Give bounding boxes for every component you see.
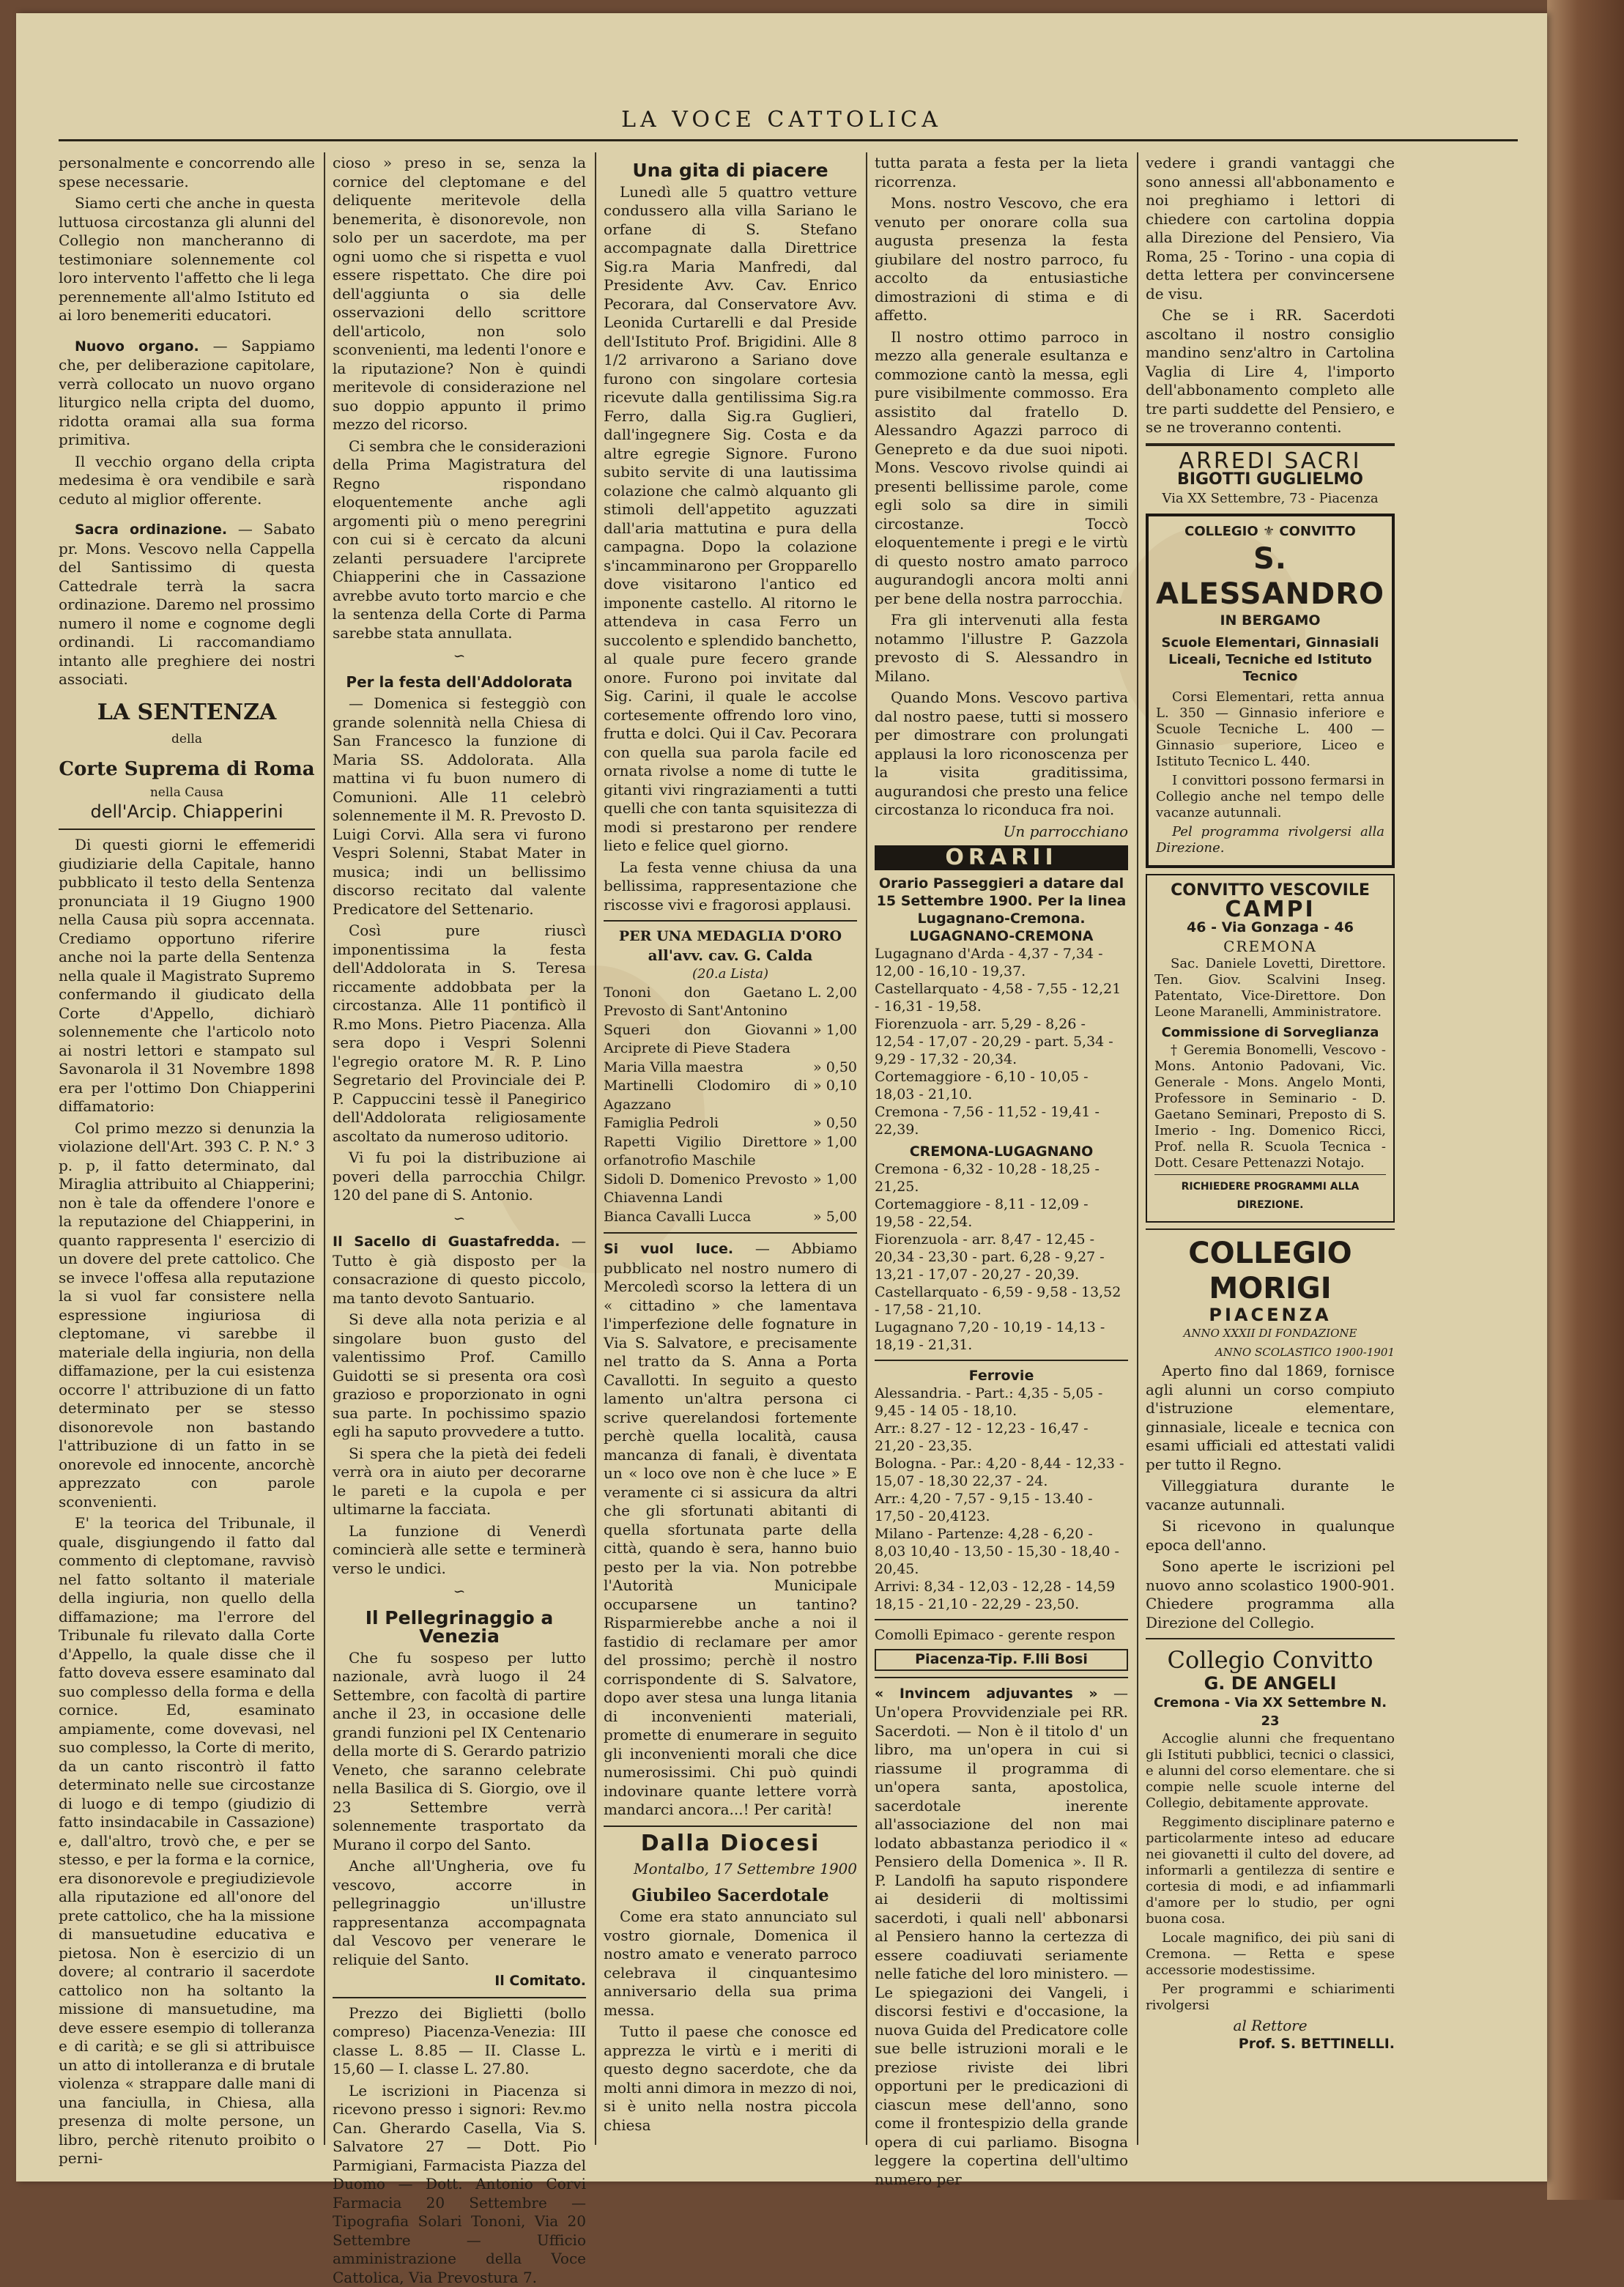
column-1	[59, 154, 315, 2146]
timetable-rows	[875, 1385, 1128, 1613]
ad-title: COLLEGIO MORIGI	[1146, 1236, 1395, 1306]
ad-text: Accoglie alunni che frequentano gli Istituti pubblici, tecnici o classici, e alunni del corso elementare. che si compie nelle scuole interne del Collegio, debitamente approvate.	[1146, 1731, 1395, 1812]
dateline: Montalbo, 17 Settembre 1900	[604, 1860, 857, 1879]
timetable-row: Castellarquato - 4,58 - 7,55 - 12,21 - 16,31 - 19,58.	[875, 980, 1128, 1015]
timetable-subtitle: Orario Passeggieri a datare dal 15 Settembre 1900. Per la linea Lugagnano-Cremona.	[875, 875, 1128, 927]
donor-amount: L. 2,00	[808, 984, 857, 1021]
paragraph: Che se i RR. Sacerdoti ascoltano il nostro consiglio mandino senz'altro in Cartolina Vaglia di Lire 4, l'importo dell'abbonamento completo alle tre parti suddette del Pensiero, e se ne troveranno contenti.	[1146, 306, 1395, 437]
donor-amount: » 0,10	[813, 1077, 857, 1114]
paragraph: Prezzo dei Biglietti (bollo compreso) Piacenza-Venezia: III classe L. 8.85 — II. Classe L. 15,60 — I. classe L. 27.80.	[333, 2004, 586, 2079]
paragraph: Si spera che la pietà dei fedeli verrà ora in aiuto per decorarne le pareti e la cupola e per ultimarne la facciata.	[333, 1445, 586, 1519]
divider	[59, 829, 315, 830]
ad-text: Locale magnifico, dei più sani di Cremona. — Retta e spese accessorie modestissime.	[1146, 1930, 1395, 1979]
column-rule	[324, 152, 325, 2145]
paragraph: Col primo mezzo si denunzia la violazione dell'Art. 393 C. P. N.° 3 p. p, il fatto determinato, dal Miraglia attribuito al Chiapperini; non è tale da offendere l'onore e la reputazione del Chiapperini, in quanto rappresenta l' esercizio di un dovere del prete cattolico. Che se invece l'offesa alla reputazione la si vuol far consistere nella espressione ingiuriosa di cleptomane, vi sarebbe il materiale della ingiuria, non della diffamazione, per la cui esistenza occorre l' attribuzione di un fatto determinato per se stesso disonorevole non bastando l'attribuzione di un fatto in se onorevole ed innocente, ancorchè apprezzato con parole sconvenienti.	[59, 1119, 315, 1512]
donor-row	[604, 1171, 857, 1208]
timetable-banner: ORARII	[875, 845, 1128, 870]
timetable-row: Fiorenzuola - arr. 5,29 - 8,26 - 12,54 - 17,07 - 20,29 - part. 5,34 - 9,29 - 17,32 - 20,34.	[875, 1015, 1128, 1068]
paragraph: Il nostro ottimo parroco in mezzo alla generale esultanza e commozione cantò la messa, egli pure visibilmente commosso. Era assistito dal fratello D. Alessandro Agazzi parroco di Genepreto e da due suoi nipoti. Mons. Vescovo rivolse quindi ai presenti bellissime parole, come egli solo sa dire in simili circostanze. Toccò eloquentemente i pregi e le virtù di questo nostro amato parroco augurandogli ancora molti anni per bene della nostra parrocchia.	[875, 328, 1128, 609]
donor-name: Bianca Cavalli Lucca	[604, 1208, 751, 1227]
ad-arredi-title: ARREDI SACRI	[1146, 452, 1395, 471]
header-rule	[59, 139, 1518, 141]
ad-signature-role: al Rettore	[1146, 2017, 1395, 2036]
column-rule	[866, 152, 867, 2145]
publisher-manager: Comolli Epimaco - gerente respon	[875, 1626, 1128, 1645]
paragraph: — Sabato pr. Mons. Vescovo nella Cappella del Santissimo di questa Cattedrale terrà la sacra ordinazione. Daremo nel prossimo numero il nome e cognome degli ordinandi. Li raccomandiamo intanto alle preghiere dei nostri associati.	[59, 520, 315, 688]
headline-connector: nella Causa	[59, 784, 315, 803]
ornament-divider: ∽	[333, 647, 586, 666]
list-number: (20.a Lista)	[604, 965, 857, 984]
ad-text: Per programmi e schiarimenti rivolgersi	[1146, 1982, 1395, 2014]
donor-row	[604, 1059, 857, 1078]
donor-amount: » 5,00	[813, 1208, 857, 1227]
timetable-row: Cortemaggiore - 6,10 - 10,05 - 18,03 - 21,10.	[875, 1068, 1128, 1103]
donor-name: Martinelli Clodomiro di Agazzano	[604, 1077, 807, 1114]
ad-text: Reggimento disciplinare paterno e particolarmente inteso ad educare nei giovanetti il culto del dovere, ad informarli a gentilezza di sentire e cortesia di modi, e ad infiammarli d'amore per lo studio, per ogni buona cosa.	[1146, 1815, 1395, 1927]
section-title: Il Sacello di Guastafredda.	[333, 1234, 560, 1250]
section-title: Giubileo Sacerdotale	[604, 1886, 857, 1905]
ad-city: IN BERGAMO	[1156, 612, 1384, 631]
donor-row	[604, 1208, 857, 1227]
timetable-row: Cremona - 7,56 - 11,52 - 19,41 - 22,39.	[875, 1103, 1128, 1138]
signature: Il Comitato.	[333, 1972, 586, 1991]
paragraph: Tutto il paese che conosce ed apprezza le virtù e i meriti di questo degno sacerdote, che da molti anni dimora in mezzo di noi, si è unito nella nostra piccola chiesa	[604, 2023, 857, 2135]
donor-name: Maria Villa maestra	[604, 1059, 744, 1078]
column-rule	[1137, 152, 1138, 2145]
timetable-rows	[875, 1160, 1128, 1354]
paragraph: Il vecchio organo della cripta medesima è ora vendibile e sarà ceduto al miglior offerente.	[59, 453, 315, 509]
paragraph: Quando Mons. Vescovo partiva dal nostro paese, tutti si mossero per dimostrare con prolungati applausi la loro riconoscenza per la visita graditissima, augurandosi che presto una felice circostanza lo riconduca fra noi.	[875, 689, 1128, 820]
donor-name: Sidoli D. Domenico Prevosto Chiavenna Landi	[604, 1171, 807, 1208]
donor-name: Squeri don Giovanni Arciprete di Pieve Stadera	[604, 1021, 807, 1059]
donor-name: Famiglia Pedroli	[604, 1114, 719, 1133]
timetable-heading: LUGAGNANO-CREMONA	[875, 927, 1128, 945]
ad-text: Villeggiatura durante le vacanze autunnali.	[1146, 1477, 1395, 1514]
ad-text: I convittori possono fermarsi in Collegio anche nel tempo delle vacanze autunnali.	[1156, 773, 1384, 821]
paragraph: La festa venne chiusa da una bellissima, rappresentazione che riscosse vivi e fragorosi applausi.	[604, 859, 857, 915]
ad-signature: Prof. S. BETTINELLI.	[1146, 2035, 1395, 2054]
donor-row	[604, 984, 857, 1021]
paragraph: Di questi giorni le effemeridi giudiziarie della Capitale, hanno pubblicato il testo della Sentenza pronunciata il 19 Giugno 1900 nella Causa più sopra accennata. Crediamo opportuno riferire anche noi la parte della Sentenza nella quale il Magistrato Supremo confermando il giudicato della Corte d'Appello, dichiarò solennemente che l'articolo noto ai nostri lettori e stampato sul Savonarola il 31 Novembre 1898 era per l'ottimo Don Chiapperini diffamatorio:	[59, 836, 315, 1116]
timetable-row: Arrivi: 8,34 - 12,03 - 12,28 - 14,59 18,15 - 21,10 - 22,29 - 23,50.	[875, 1578, 1128, 1613]
timetable-row: Castellarquato - 6,59 - 9,58 - 13,52 - 17,58 - 21,10.	[875, 1283, 1128, 1319]
printer-imprint: Piacenza-Tip. F.lli Bosi	[875, 1649, 1128, 1671]
timetable-row: Lugagnano d'Arda - 4,37 - 7,34 - 12,00 - 16,10 - 19,37.	[875, 945, 1128, 980]
section-title: Si vuol luce.	[604, 1241, 733, 1257]
paragraph: Così pure riuscì imponentissima la festa dell'Addolorata in S. Teresa riccamente addobbata per la circostanza. Alle 11 pontificò il R.mo Mons. Pietro Piacenza. Alla sera dopo i Vespri Solenni l'egregio oratore M. R. P. Lino Segretario del Provinciale dei P. P. Cappuccini tessè il Panegirico dell'Addolorata religiosamente ascoltato da numeroso uditorio.	[333, 922, 586, 1146]
donor-list	[604, 984, 857, 1227]
paragraph: Che fu sospeso per lutto nazionale, avrà luogo il 24 Settembre, con facoltà di partire anche il 23, in occasione delle grandi funzioni pel IX Centenario della morte di S. Gerardo patrizio Veneto, che saranno celebrate nella Basilica di S. Giorgio, ove il 23 Settembre verrà solennemente trasportato da Murano il corpo del Santo.	[333, 1649, 586, 1855]
paragraph: — Tutto è già disposto per la consacrazione di questo piccolo, ma tanto devoto Santuario.	[333, 1232, 586, 1307]
column-4	[875, 154, 1128, 2146]
paragraph: Siamo certi che anche in questa luttuosa circostanza gli alunni del Collegio non mancheranno di testimoniare solennemente col loro intervento l'affetto che li lega perennemente all'almo Istituto ed ai loro benemeriti educatori.	[59, 194, 315, 325]
donor-amount: » 0,50	[813, 1114, 857, 1133]
timetable-row: Arr.: 4,20 - 7,57 - 9,15 - 13.40 - 17,50 - 20,4123.	[875, 1490, 1128, 1525]
ad-footer: RICHIEDERE PROGRAMMI ALLA DIREZIONE.	[1154, 1174, 1386, 1215]
section-title: Nuovo organo.	[75, 338, 199, 355]
section-title: Sacra ordinazione.	[75, 522, 227, 538]
divider	[875, 1360, 1128, 1361]
timetable-row: Alessandria. - Part.: 4,35 - 5,05 - 9,45 - 14 05 - 18,10.	[875, 1385, 1128, 1420]
section-title: PER UNA MEDAGLIA D'ORO	[604, 927, 857, 946]
donor-name: Tononi don Gaetano Prevosto di Sant'Antonino	[604, 984, 802, 1021]
section-title: Il Pellegrinaggio a Venezia	[333, 1609, 586, 1646]
ad-address: 46 - Via Gonzaga - 46	[1154, 919, 1386, 938]
ad-collegio-s-alessandro	[1146, 514, 1395, 868]
article-subheadline: Corte Suprema di Roma	[59, 757, 315, 781]
ornament-divider: ∽	[333, 1209, 586, 1228]
donor-row	[604, 1133, 857, 1171]
paragraph: Si deve alla nota perizia e al singolare buon gusto del valentissimo Prof. Camillo Guidotti se si presenta ora così grazioso e proporzionato in ogni sua parte. In pochissimo spazio egli ha saputo provvedere a tutto.	[333, 1311, 586, 1442]
ad-text: Sac. Daniele Lovetti, Direttore. Ten. Giov. Scalvini Inseg. Patentato, Vice-Direttore. Don Leone Maranelli, Amministratore.	[1154, 956, 1386, 1020]
timetable-row: Bologna. - Par.: 4,20 - 8,44 - 12,33 - 15,07 - 18,30 22,37 - 24.	[875, 1455, 1128, 1490]
divider	[875, 1619, 1128, 1620]
paragraph: tutta parata a festa per la lieta ricorrenza.	[875, 154, 1128, 191]
divider	[604, 920, 857, 922]
ad-city: CREMONA	[1154, 938, 1386, 957]
divider	[333, 1997, 586, 1998]
paragraph: — Domenica si festeggiò con grande solennità nella Chiesa di San Francesco la funzione di Maria SS. Addolorata. Alla mattina vi fu buon numero di Comunioni. Alle 11 celebrò solennemente il M. R. Prevosto D. Luigi Corvi. Alla sera vi furono Vespri Solenni, Stabat Mater in musica; indi un bellissimo discorso recitato dal valente Predicatore del Settenario.	[333, 694, 586, 919]
donor-row	[604, 1114, 857, 1133]
paragraph: cioso » preso in se, senza la cornice del cleptomane e del deliquente meritevole della benemerita, è disonorevole, non solo per un sacerdote, ma per ogni uomo che si rispetta e vuol essere rispettato. Che dire poi dell'aggiunta o sia delle osservazioni dello scrittore dell'articolo, non solo sconvenienti, ma ledenti l'onore e la riputazione? Non è quindi meritevole di considerazione nel suo doppio appunto il primo mezzo del ricorso.	[333, 154, 586, 434]
paragraph: Fra gli intervenuti alla festa notammo l'illustre P. Gazzola prevosto di S. Alessandro in Milano.	[875, 611, 1128, 686]
ad-schools: Scuole Elementari, Ginnasiali Liceali, Tecniche ed Istituto Tecnico	[1156, 634, 1384, 685]
ad-name: CAMPI	[1154, 900, 1386, 919]
ad-convitto-campi	[1146, 874, 1395, 1223]
ad-city: PIACENZA	[1146, 1306, 1395, 1325]
paragraph: Ci sembra che le considerazioni della Prima Magistratura del Regno rispondano eloquentemente anche agli argomenti più o meno peregrini con cui si è cercato da alcuni zelanti persuadere l'arciprete Chiapperini che in Cassazione avrebbe avuto torto marcio e che la sentenza della Corte di Parma sarebbe stata annullata.	[333, 437, 586, 643]
paragraph: personalmente e concorrendo alle spese necessarie.	[59, 154, 315, 191]
ad-top-line: COLLEGIO ⚜ CONVITTO	[1156, 522, 1384, 541]
divider	[1146, 1228, 1395, 1230]
timetable-row: Milano - Partenze: 4,28 - 6,20 - 8,03 10,40 - 13,50 - 15,30 - 18,40 - 20,45.	[875, 1525, 1128, 1578]
donor-amount: » 0,50	[813, 1059, 857, 1078]
donor-amount: » 1,00	[813, 1021, 857, 1059]
donor-name: Rapetti Vigilio Direttore orfanotrofio Maschile	[604, 1133, 807, 1171]
ad-title: S. ALESSANDRO	[1156, 541, 1384, 612]
donor-amount: » 1,00	[813, 1171, 857, 1208]
ad-text: Sono aperte le iscrizioni pel nuovo anno scolastico 1900-901. Chiedere programma alla Direzione del Collegio.	[1146, 1557, 1395, 1632]
section-title: Dalla Diocesi	[604, 1834, 857, 1853]
paragraph: Vi fu poi la distribuzione ai poveri della parrocchia Chilgr. 120 del pane di S. Antonio.	[333, 1149, 586, 1205]
ad-school-year: ANNO SCOLASTICO 1900-1901	[1146, 1343, 1395, 1363]
column-2	[333, 154, 586, 2146]
signature: Un parrocchiano	[875, 823, 1128, 842]
paragraph: Anche all'Ungheria, ove fu vescovo, accorre in pellegrinaggio un'illustre rappresentanza accompagnata dal Vescovo per venerare le reliquie del Santo.	[333, 1857, 586, 1969]
divider	[604, 1825, 857, 1827]
ad-text: Pel programma rivolgersi alla Direzione.	[1156, 824, 1384, 856]
ad-name: G. DE ANGELI	[1146, 1675, 1395, 1694]
article-headline: LA SENTENZA	[59, 700, 315, 726]
timetable-row: Fiorenzuola - arr. 8,47 - 12,45 - 20,34 - 23,30 - part. 6,28 - 9,27 - 13,21 - 17,07 - 20,27 - 20,39.	[875, 1231, 1128, 1283]
paragraph: — Abbiamo pubblicato nel nostro numero di Mercoledì scorso la lettera di un « cittadino » che lamentava l'imperfezione delle fognature in Via S. Salvatore, e precisamente nel tratto da S. Anna a Porta Cavallotti. In seguito a questo lamento un'altra persona ci scrive querelandosi fortemente perchè quella località, causa mancanza di fanali, è diventata un « loco ove non è che luce » E veramente ci si assicura da altri che gli sfortunati abitanti di quella sfortunata parte della città, quando è sera, hanno buio pesto per la via. Non potrebbe l'Autorità Municipale occuparsene un tantino? Risparmierebbe anche a noi il fastidio di reclamare per amor del prossimo; perchè il nostro corrispondente di S. Salvatore, dopo aver stesa una lunga litania di inconvenienti materiali, promette di enumerare in seguito gli inconvenienti morali che dice numerosissimi. Chi può quindi indovinare quante lettere vorrà mandarci ancora...! Per carità!	[604, 1239, 857, 1818]
ad-text: Corsi Elementari, retta annua L. 350 — Ginnasio inferiore e Scuole Tecniche L. 400 — Ginnasio superiore, Liceo e Istituto Tecnico L. 440.	[1156, 689, 1384, 770]
donor-row	[604, 1077, 857, 1114]
section-subtitle: all'avv. cav. G. Calda	[604, 946, 857, 965]
ad-year: ANNO XXXII DI FONDAZIONE	[1146, 1324, 1395, 1343]
article-subheadline: dell'Arcip. Chiapperini	[59, 803, 315, 822]
ad-address: Cremona - Via XX Settembre N. 23	[1146, 1694, 1395, 1731]
ad-text: † Geremia Bonomelli, Vescovo - Mons. Antonio Padovani, Vic. Generale - Mons. Angelo Monti, Professore in Seminario - D. Gaetano Seminari, Preposto di S. Imerio - Ing. Domenico Ricci, Prof. nella R. Scuola Tecnica - Dott. Cesare Pettenazzi Notajo.	[1154, 1042, 1386, 1171]
paragraph: E' la teorica del Tribunale, il quale, disgiungendo il fatto dal commento di cleptomane, ravvisò nel fatto soltanto il materiale della ingiuria, non quello della diffamazione; ma l'errore del Tribunale fu rilevato dalla Corte d'Appello, la quale disse che il fatto doveva essere esaminato dal suo complesso della forma e della cornice. Ed, esaminato ampiamente, come dovevasi, nel suo complesso, la Corte di merito, da un canto riscontrò il fatto determinato nelle sue circostanze di luogo e di tempo (giudizio di fatto insindacabile in Cassazione) e, dall'altro, trovò che, e per se stesso, e per la forma e la cornice, era disonorevole e pregiudizievole alla riputazione ed all'onore del prete cattolico, che ha la missione di mansuetudine educativa e pietosa. Non è esercizio di un dovere; al contrario il sacerdote cattolico non ha soltanto la missione di mansuetudine, ma deve essere esempio di tolleranza e di carità; e se gli si attribuisce un atto di intolleranza e di brutale violenza « strappare dalle mani di una fanciulla, in Chiesa, alla presenza di molte persone, un libro, perchè ritenuto proibito o perni-	[59, 1514, 315, 2168]
section-title: Una gita di piacere	[604, 161, 857, 180]
book-binding	[1547, 0, 1624, 2200]
divider	[1146, 1638, 1395, 1639]
donor-amount: » 1,00	[813, 1133, 857, 1171]
timetable-heading: CREMONA-LUGAGNANO	[875, 1143, 1128, 1160]
paragraph: Mons. nostro Vescovo, che era venuto per onorare colla sua augusta presenza la festa giubilare del nostro parroco, fu accolto da entusiastiche dimostrazioni di stima e di affetto.	[875, 194, 1128, 325]
headline-connector: della	[59, 730, 315, 749]
timetable-row: Arr.: 8.27 - 12 - 12,23 - 16,47 - 21,20 - 23,35.	[875, 1420, 1128, 1455]
paragraph: La funzione di Venerdì comincierà alle sette e terminerà verso le undici.	[333, 1522, 586, 1579]
masthead: LA VOCE CATTOLICA	[16, 107, 1547, 133]
ad-title: Collegio Convitto	[1146, 1645, 1395, 1675]
column-rule	[595, 152, 596, 2145]
divider	[604, 1232, 857, 1234]
column-5	[1146, 154, 1395, 2146]
ad-title: CONVITTO VESCOVILE	[1154, 881, 1386, 900]
paragraph: vedere i grandi vantaggi che sono annessi all'abbonamento e noi preghiamo i lettori di chiedere con cartolina doppia alla Direzione del Pensiero, Via Roma, 25 - Torino - una copia di detta lettera per convincersene de visu.	[1146, 154, 1395, 303]
paragraph: — Sappiamo che, per deliberazione capitolare, verrà collocato un nuovo organo liturgico nella cripta del duomo, ridotta oramai alla sua forma primitiva.	[59, 337, 315, 449]
paragraph: Come era stato annunciato sul vostro giornale, Domenica il nostro amato e venerato parroco celebrava il cinquantesimo anniversario della sua prima messa.	[604, 1908, 857, 2020]
newspaper-page	[16, 13, 1547, 2182]
ad-committee-title: Commissione di Sorveglianza	[1154, 1023, 1386, 1042]
divider	[875, 1677, 1128, 1678]
ad-arredi-name: BIGOTTI GUGLIELMO	[1146, 470, 1395, 489]
paragraph: Lunedì alle 5 quattro vetture condussero alla villa Sariano le orfane di S. Stefano accompagnate dalla Direttrice Sig.ra Maria Manfredi, dal Presidente Avv. Cav. Enrico Pecorara, dal Conservatore Avv. Leonida Curtarelli e dal Preside dell'Istituto Prof. Brigidini. Alle 8 1/2 arrivarono a Sariano dove furono con singolare cortesia ricevute dalla gentilissima Sig.ra Ferro, dalla Sig.ra Guglieri, dall'ingegnere Sig. Costa e da altre egregie Signore. Furono subito servite di una lautissima colazione che calmò alquanto gli stimoli dell'appetito aguzzati dall'aria mattutina e pura della campagna. Dopo la colazione s'incamminarono per Gropparello dove visitarono l'antico ed imponente castello. Al ritorno le attendeva in casa Ferro un succolento e splendido banchetto, al quale pure fecero grande onore. Furono poi invitate dal Sig. Carini, il quale le accolse cortesemente offrendo loro vino, frutta e dolci. Qui il Cav. Pecorara con quella sua parola facile ed ornata rivolse a nome di tutte le gitanti vivi ringraziamenti a tutti quelli che con tanta squisitezza di modi si prestarono per rendere lieto e felice quel giorno.	[604, 183, 857, 856]
timetable-rows	[875, 945, 1128, 1138]
ad-text: Si ricevono in qualunque epoca dell'anno.	[1146, 1517, 1395, 1554]
section-title: « Invincem adjuvantes »	[875, 1686, 1098, 1702]
ad-arredi-address: Via XX Settembre, 73 - Piacenza	[1146, 489, 1395, 508]
timetable	[875, 927, 1128, 1613]
column-3	[604, 154, 857, 2146]
timetable-row: Cremona - 6,32 - 10,28 - 18,25 - 21,25.	[875, 1160, 1128, 1196]
donor-row	[604, 1021, 857, 1059]
paragraph: Le iscrizioni in Piacenza si ricevono presso i signori: Rev.mo Can. Gherardo Casella, Via S. Salvatore 27 — Dott. Pio Parmigiani, Farmacista Piazza del Duomo — Dott. Antonio Corvi Farmacia 20 Settembre — Tipografia Solari Tononi, Via 20 Settembre — Ufficio amministrazione della Voce Cattolica, Via Prevostura 7.	[333, 2082, 586, 2287]
timetable-row: Cortemaggiore - 8,11 - 12,09 - 19,58 - 22,54.	[875, 1196, 1128, 1231]
divider	[1146, 443, 1395, 446]
ornament-divider: ∽	[333, 1582, 586, 1601]
ad-text: Aperto fino dal 1869, fornisce agli alunni un corso compiuto d'istruzione elementare, ginnasiale, liceale e tecnica con esami ufficiali ed attestati validi per tutto il Regno.	[1146, 1362, 1395, 1474]
section-title: Per la festa dell'Addolorata	[333, 673, 586, 692]
timetable-heading: Ferrovie	[875, 1367, 1128, 1385]
paragraph: — Un'opera Provvidenziale pei RR. Sacerdoti. — Non è il titolo d' un libro, ma un'opera in cui si riassume il programma di un'opera santa, apostolica, sacerdotale inerente all'associazione del non mai lodato abbastanza periodico il « Pensiero della Domenica ». Il R. P. Landolfi ha saputo rispondere ai desiderii di moltissimi sacerdoti, i quali nell' abbonarsi al Pensiero hanno la certezza di essere coadiuvati seriamente nelle fatiche del loro ministero. — Le spiegazioni dei Vangeli, i discorsi festivi e d'occasione, la nuova Guida del Predicatore colle sue belle istruzioni morali e le preziose riviste dei libri opportuni per le predicazioni di ciascun mese dell'anno, sono come il frontespizio della grande opera di cui parliamo. Bisogna leggere la copertina dell'ultimo numero per	[875, 1684, 1128, 2188]
timetable-row: Lugagnano 7,20 - 10,19 - 14,13 - 18,19 - 21,31.	[875, 1319, 1128, 1354]
